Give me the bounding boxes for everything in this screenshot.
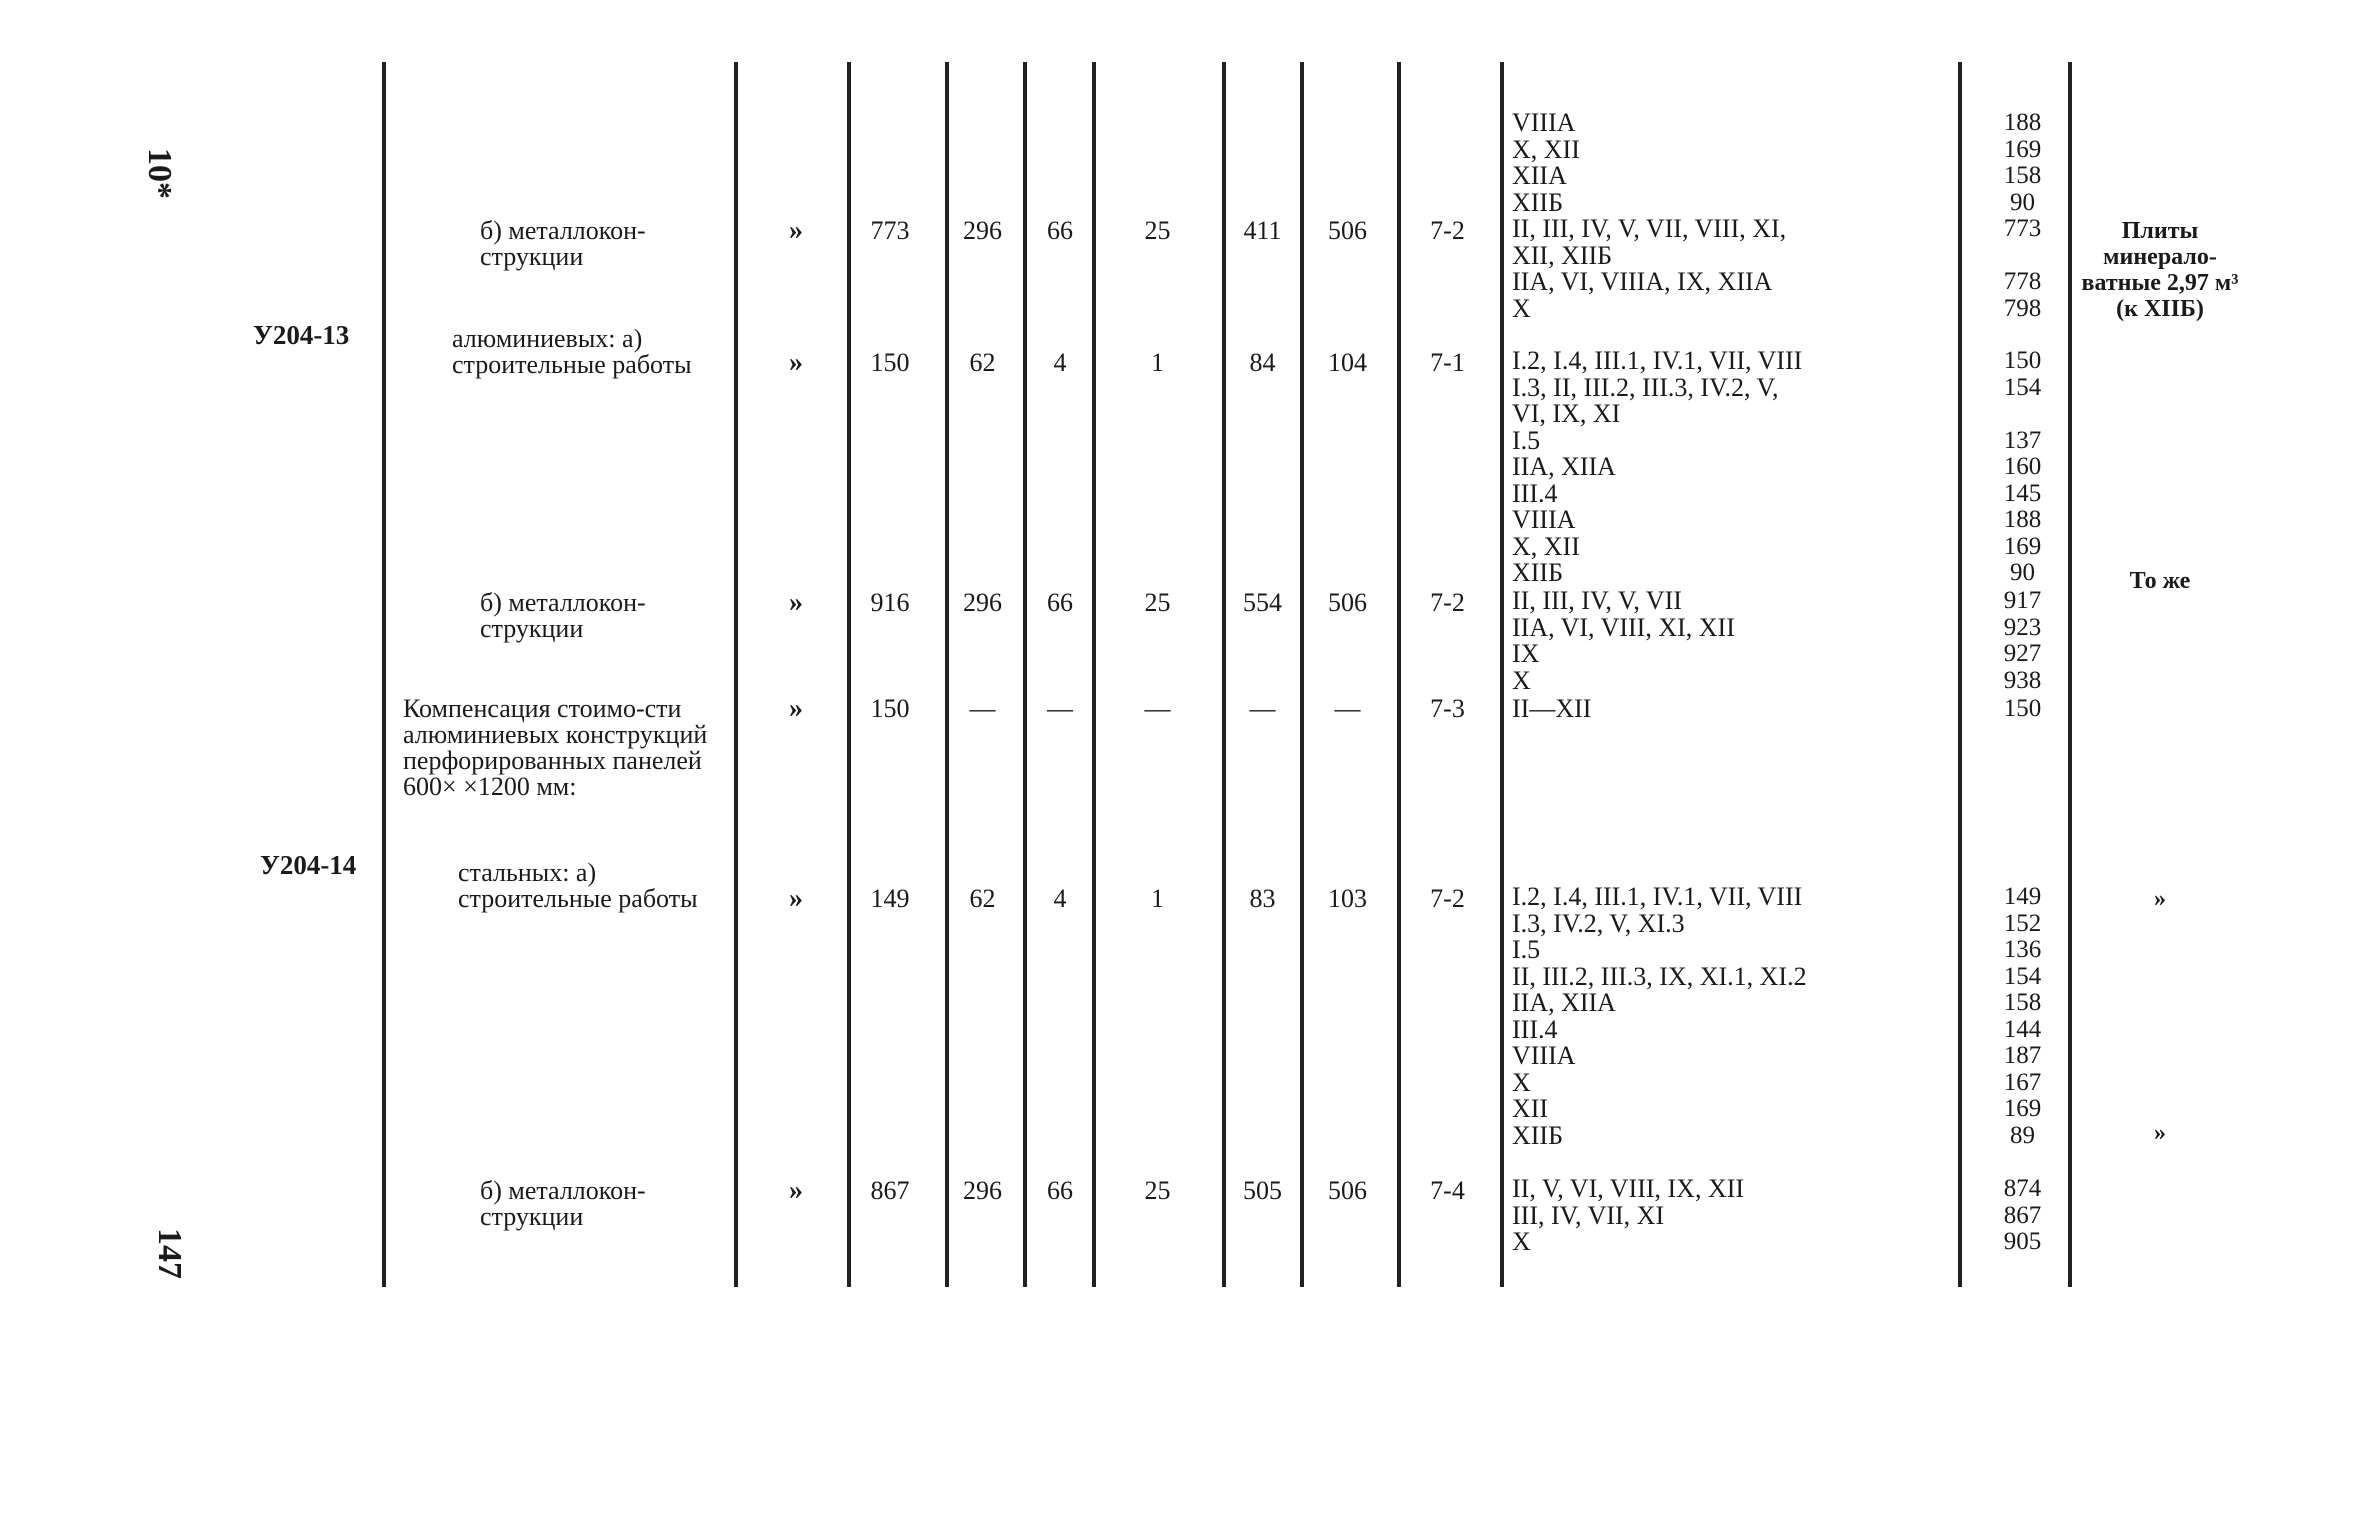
value-col5: 84 [1249, 348, 1276, 377]
region-item: II, III, IV, V, VII, VIII, XI, [1512, 214, 1787, 243]
value-col5: 83 [1249, 884, 1276, 913]
region-item: II, V, VI, VIII, IX, XII [1512, 1174, 1745, 1203]
row-note: Плиты минерало-ватные 2,97 м³ (к XIIБ) [2081, 218, 2239, 322]
value-col6: 104 [1328, 348, 1367, 377]
region-item: X [1512, 1067, 1531, 1097]
value-total: 149 [870, 884, 910, 913]
coef-item: 149 [2003, 883, 2042, 910]
coef-item: 158 [2003, 989, 2042, 1016]
value-total: 150 [870, 694, 910, 723]
value-col3: — [1047, 694, 1073, 723]
value-col6: 103 [1328, 884, 1367, 913]
value-col6: 506 [1328, 1176, 1367, 1205]
region-item: I.2, I.4, III.1, IV.1, VII, VIII [1512, 346, 1803, 375]
region-item: XIIБ [1512, 187, 1564, 217]
coef-list [1980, 696, 2065, 723]
coef-item: 188 [2003, 109, 2042, 136]
value-ref: 7-3 [1430, 694, 1465, 723]
ditto-mark: » [789, 587, 803, 618]
row-note: » [2154, 886, 2166, 912]
region-list [1512, 884, 1952, 1149]
region-list [1512, 348, 1952, 587]
ditto-mark: » [789, 1175, 803, 1206]
table-rule [1300, 62, 1304, 1287]
coef-item: 150 [2003, 695, 2042, 722]
coef-item: 158 [2003, 162, 2042, 189]
region-item: I.3, II, III.2, III.3, IV.2, V, [1512, 372, 1779, 402]
value-ref: 7-2 [1430, 216, 1465, 245]
value-col4: 25 [1144, 588, 1171, 617]
row-description: стальных: а) строительные работы [458, 858, 698, 913]
region-list [1512, 216, 1952, 322]
coef-item: 169 [2003, 532, 2042, 560]
coef-item: 160 [2003, 453, 2042, 480]
table-rule [1023, 62, 1027, 1287]
value-col6: 506 [1328, 216, 1367, 245]
value-col2: 62 [969, 348, 996, 377]
coef-item: 90 [2010, 188, 2035, 216]
region-item: VIIIA [1512, 505, 1576, 534]
region-item: III, IV, VII, XI [1512, 1200, 1665, 1230]
coef-list [1980, 216, 2065, 322]
value-total: 773 [870, 216, 910, 245]
value-col6: — [1334, 694, 1361, 723]
coef-item: 905 [2003, 1228, 2042, 1255]
value-col3: 66 [1047, 216, 1073, 245]
region-item: X, XII [1512, 134, 1580, 164]
row-note: То же [2129, 568, 2191, 594]
table-rule [734, 62, 738, 1287]
ditto-mark: » [789, 693, 803, 724]
page-marker-top: 10* [141, 148, 178, 199]
region-list [1512, 1176, 1952, 1256]
table-rule [1092, 62, 1096, 1287]
region-item: XII [1512, 1094, 1549, 1123]
coef-item: 917 [2003, 587, 2042, 614]
region-list [1512, 588, 1952, 694]
coef-list [1980, 110, 2065, 216]
value-col2: — [969, 694, 996, 723]
region-item: IX [1512, 639, 1540, 668]
table-rule [2068, 62, 2072, 1287]
region-item: XIIA [1512, 161, 1567, 190]
value-ref: 7-2 [1430, 884, 1465, 913]
coef-item: 137 [2003, 426, 2042, 454]
region-item: II—XII [1512, 694, 1592, 723]
table-rule [1500, 62, 1504, 1287]
table-rule [382, 62, 386, 1287]
ditto-mark: » [789, 215, 803, 246]
row-code: У204-14 [260, 850, 357, 880]
coef-item: 188 [2003, 506, 2042, 533]
coef-item [1980, 401, 2065, 428]
region-item: I.2, I.4, III.1, IV.1, VII, VIII [1512, 882, 1803, 911]
region-list [1512, 110, 1952, 216]
coef-list [1980, 348, 2065, 587]
region-item: I.3, IV.2, V, XI.3 [1512, 908, 1685, 938]
coef-item: 773 [2003, 215, 2042, 242]
coef-list [1980, 588, 2065, 694]
value-total: 867 [870, 1176, 910, 1205]
value-ref: 7-1 [1430, 348, 1465, 377]
region-item: IIA, XIIA [1512, 452, 1616, 481]
row-description: алюминиевых: а) строительные работы [452, 324, 692, 379]
coef-item: 778 [2003, 268, 2042, 295]
value-col5: — [1249, 694, 1276, 723]
region-item: IIA, XIIA [1512, 988, 1616, 1017]
region-item: VIIIA [1512, 108, 1576, 137]
region-item: X [1512, 665, 1531, 695]
region-item: XII, XIIБ [1512, 240, 1613, 270]
coef-list [1980, 1176, 2065, 1256]
value-col5: 505 [1243, 1176, 1282, 1205]
row-code: У204-13 [253, 320, 350, 350]
coef-item: 89 [2010, 1121, 2035, 1149]
value-col2: 296 [963, 216, 1002, 245]
coef-item: 874 [2003, 1175, 2042, 1202]
coef-list [1980, 884, 2065, 1149]
table-rule [1222, 62, 1226, 1287]
region-list [1512, 696, 1952, 723]
coef-item: 938 [2003, 666, 2042, 694]
value-col2: 296 [963, 1176, 1002, 1205]
value-col3: 4 [1053, 884, 1067, 913]
value-col3: 66 [1047, 588, 1073, 617]
value-col2: 296 [963, 588, 1002, 617]
value-total: 916 [870, 588, 910, 617]
value-col6: 506 [1328, 588, 1367, 617]
region-item: IIA, VI, VIIIA, IX, XIIA [1512, 267, 1773, 296]
coef-item: 145 [2003, 479, 2042, 507]
coef-item: 136 [2003, 936, 2042, 963]
region-item: III.4 [1512, 1014, 1558, 1044]
coef-item: 169 [2003, 135, 2042, 163]
page-number: 147 [151, 1228, 188, 1279]
value-col5: 554 [1243, 588, 1282, 617]
row-description: Компенсация стоимо-сти алюминиевых конструкций перфорированных панелей 600× ×1200 мм: [403, 694, 708, 801]
region-item: VI, IX, XI [1512, 399, 1621, 428]
region-item: II, III, IV, V, VII [1512, 586, 1682, 615]
coef-item: 167 [2003, 1068, 2042, 1096]
row-note-ditto: » [2154, 1120, 2166, 1146]
coef-item: 150 [2003, 347, 2042, 374]
coef-item [1980, 243, 2065, 270]
value-col4: 1 [1151, 884, 1164, 913]
value-ref: 7-2 [1430, 588, 1465, 617]
coef-item: 798 [2003, 294, 2042, 322]
coef-item: 154 [2003, 373, 2042, 401]
region-item: III.4 [1512, 478, 1558, 508]
value-col5: 411 [1243, 216, 1282, 245]
coef-item: 923 [2003, 613, 2042, 641]
table-rule [945, 62, 949, 1287]
region-item: XIIБ [1512, 1120, 1564, 1150]
region-item: X [1512, 1227, 1531, 1256]
coef-item: 169 [2003, 1095, 2042, 1122]
row-description: б) металлокон-струкции [480, 216, 646, 271]
coef-item: 90 [2010, 559, 2035, 586]
value-total: 150 [870, 348, 910, 377]
value-col2: 62 [969, 884, 996, 913]
value-col3: 4 [1053, 348, 1067, 377]
value-col4: — [1144, 694, 1171, 723]
coef-item: 152 [2003, 909, 2042, 937]
region-item: XIIБ [1512, 558, 1564, 587]
row-description: б) металлокон-струкции [480, 1176, 646, 1231]
region-item: I.5 [1512, 425, 1541, 455]
region-item: VIIIA [1512, 1041, 1576, 1070]
table-rule [1397, 62, 1401, 1287]
region-item: X, XII [1512, 531, 1580, 561]
ditto-mark: » [789, 347, 803, 378]
row-description: б) металлокон-струкции [480, 588, 646, 643]
coef-item: 154 [2003, 962, 2042, 990]
coef-item: 867 [2003, 1201, 2042, 1229]
table-rule [847, 62, 851, 1287]
table-rule [1958, 62, 1962, 1287]
region-item: X [1512, 293, 1531, 323]
ditto-mark: » [789, 883, 803, 914]
coef-item: 187 [2003, 1042, 2042, 1069]
coef-item: 927 [2003, 640, 2042, 667]
region-item: II, III.2, III.3, IX, XI.1, XI.2 [1512, 961, 1807, 991]
value-col3: 66 [1047, 1176, 1073, 1205]
value-ref: 7-4 [1430, 1176, 1465, 1205]
value-col4: 25 [1144, 216, 1171, 245]
coef-item: 144 [2003, 1015, 2042, 1043]
value-col4: 25 [1144, 1176, 1171, 1205]
value-col4: 1 [1151, 348, 1164, 377]
region-item: I.5 [1512, 935, 1541, 964]
region-item: IIA, VI, VIII, XI, XII [1512, 612, 1735, 642]
